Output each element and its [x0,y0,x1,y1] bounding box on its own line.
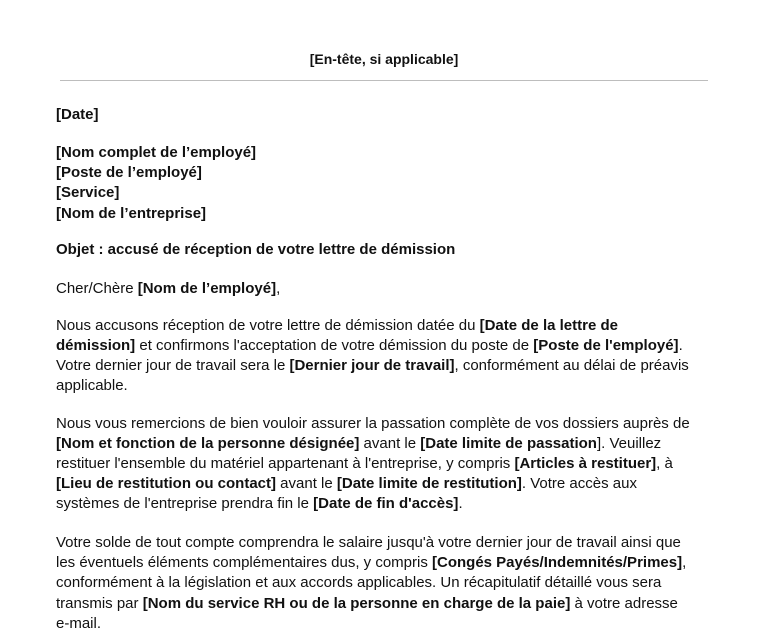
text-run: ]. Veuillez [596,435,662,452]
text-run: à votre adresse [570,595,678,612]
subject-line: Objet : accusé de réception de votre lettre de démission [56,241,456,258]
text-run: Votre dernier jour de travail sera le [56,357,290,374]
paragraph-2-line-5 [56,494,463,514]
paragraph-1-line-2 [56,336,683,356]
paragraph-2-line-3 [56,454,673,474]
paragraph-1-line-1 [56,316,618,336]
text-run: avant le [276,475,337,492]
text-run: , conformément au délai de préavis [454,357,689,374]
text-run: , à [656,455,673,472]
text-run: , [682,554,687,571]
text-run: restituer l'ensemble du matériel appartenant à l'entreprise, y compris [56,455,515,472]
text-run: et confirmons l'acceptation de votre démission du poste de [135,337,534,354]
letter-header: [En-tête, si applicable] [309,51,459,67]
placeholder-resignation-letter-date: [Date de la lettre de [479,317,618,334]
salutation-suffix: , [276,280,281,297]
recipient-company: [Nom de l’entreprise] [56,205,207,222]
text-run: avant le [359,435,421,452]
paragraph-3-line-1: Votre solde de tout compte comprendra le salaire jusqu'à votre dernier jour de travail ainsi que [56,534,681,551]
paragraph-3-line-4 [56,594,678,614]
placeholder-return-location: [Lieu de restitution ou contact] [56,475,276,492]
placeholder-hr-contact: [Nom du service RH ou de la personne en charge de la paie] [142,595,571,612]
paragraph-2-line-1: Nous vous remercions de bien vouloir assurer la passation complète de vos dossiers auprès de [56,415,690,432]
text-run: . [458,495,463,512]
text-run: les éventuels éléments complémentaires dus, y compris [56,554,432,571]
paragraph-2-line-2 [56,434,661,454]
paragraph-3-line-5: e-mail. [56,615,102,632]
paragraph-3-line-3: conformément à la législation et aux accords applicables. Un récapitulatif détaillé vous sera [56,574,662,591]
placeholder-last-work-day: [Dernier jour de travail] [289,357,455,374]
recipient-position: [Poste de l’employé] [56,164,202,181]
placeholder-handover-deadline: [Date limite de passation [420,435,597,452]
text-run: Nous accusons réception de votre lettre de démission datée du [56,317,480,334]
paragraph-3-line-2 [56,553,686,573]
placeholder-employee-position: [Poste de l'employé] [533,337,679,354]
placeholder-resignation-letter-date-end: démission] [56,337,136,354]
placeholder-leave-bonuses: [Congés Payés/Indemnités/Primes] [432,554,683,571]
paragraph-2-line-4 [56,474,637,494]
paragraph-1-line-3 [56,356,689,376]
placeholder-access-end-date: [Date de fin d'accès] [313,495,459,512]
text-run: . Votre accès aux [521,475,637,492]
recipient-service: [Service] [56,184,120,201]
paragraph-1-line-4: applicable. [56,377,128,394]
recipient-name: [Nom complet de l’employé] [56,144,257,161]
text-run: systèmes de l'entreprise prendra fin le [56,495,314,512]
placeholder-return-deadline: [Date limite de restitution] [336,475,522,492]
header-divider [60,80,708,81]
placeholder-designated-person: [Nom et fonction de la personne désignée] [56,435,360,452]
salutation-name: [Nom de l’employé] [137,280,277,297]
text-run: . [678,337,683,354]
text-run: transmis par [56,595,143,612]
placeholder-items-to-return: [Articles à restituer] [514,455,657,472]
salutation [56,279,280,299]
salutation-prefix: Cher/Chère [56,280,138,297]
date-field: [Date] [56,106,99,123]
